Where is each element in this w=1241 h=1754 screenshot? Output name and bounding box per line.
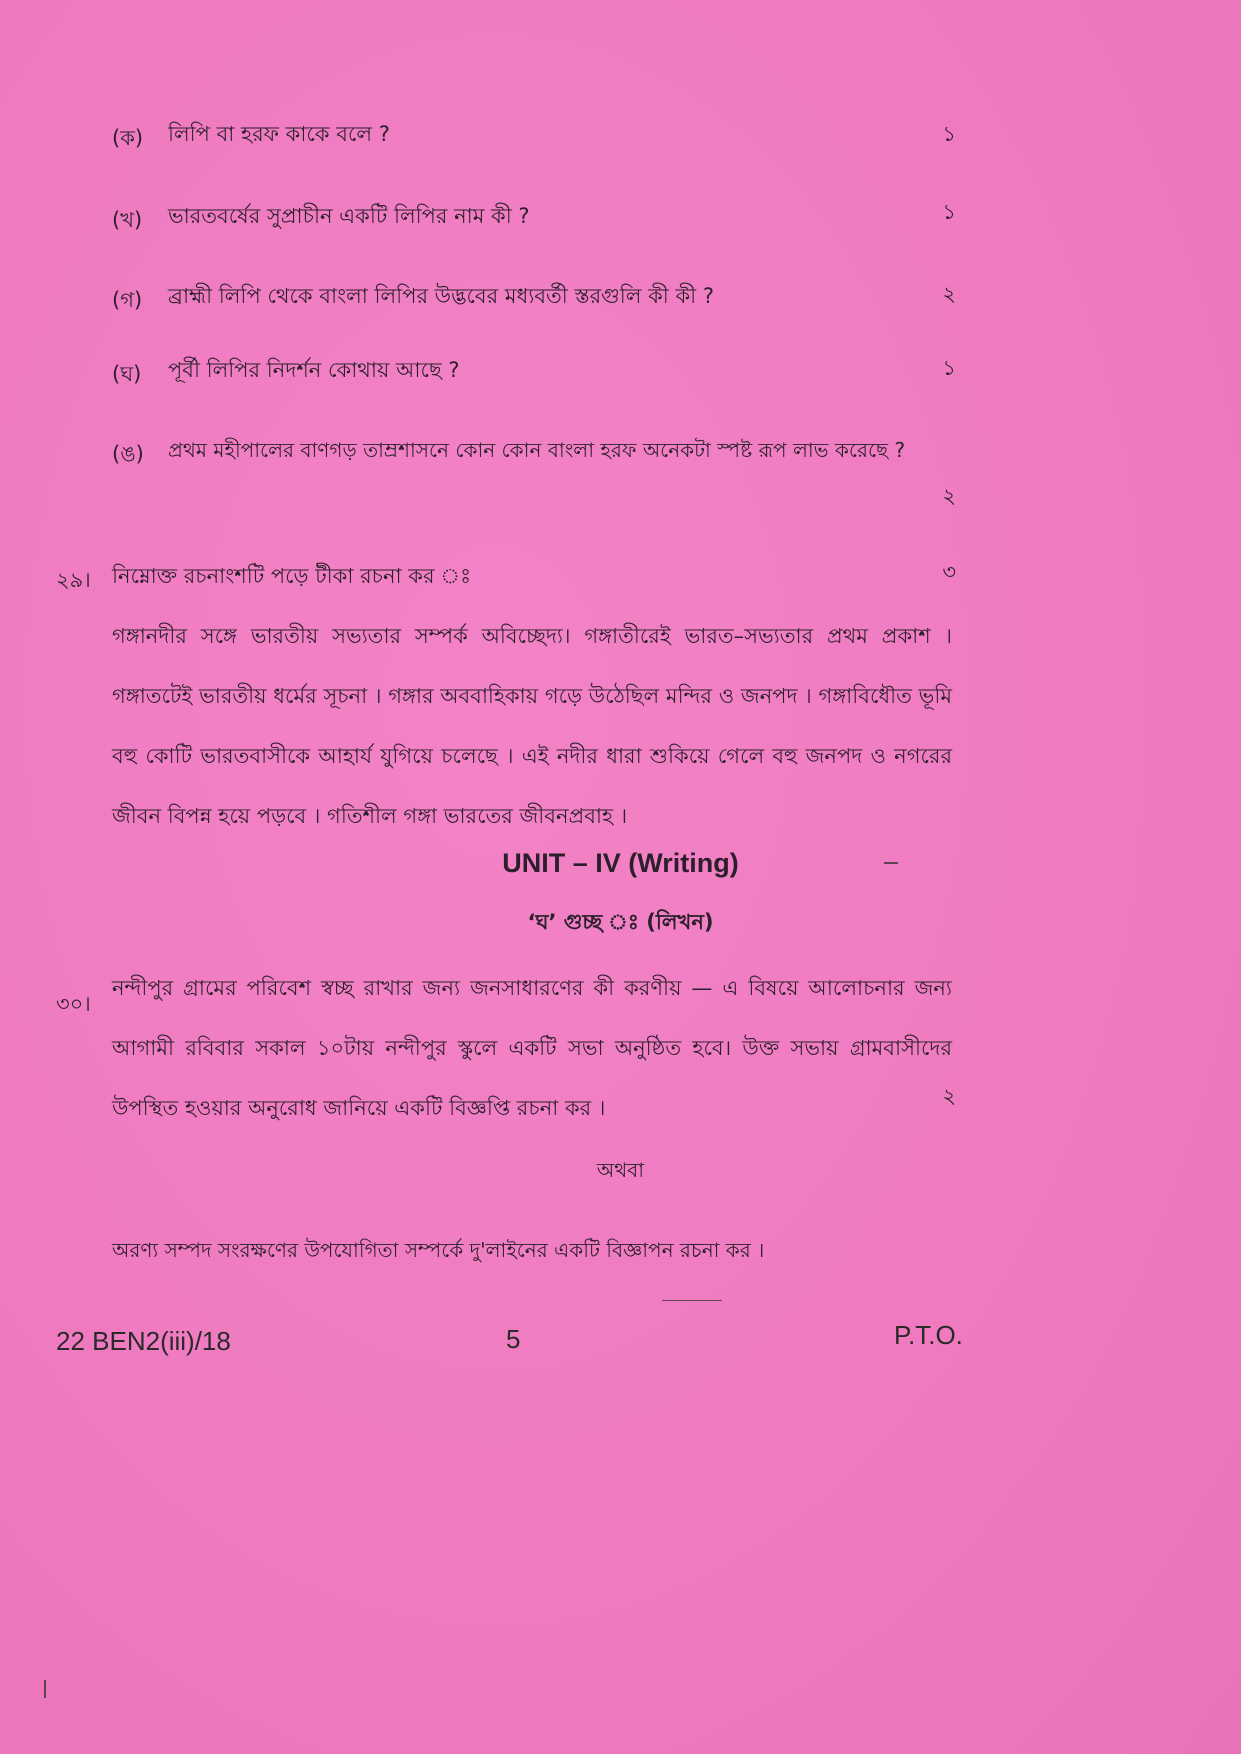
q29-marks: ৩	[942, 560, 956, 584]
q28b-marks: ১	[942, 200, 956, 224]
q28d-marks: ১	[942, 356, 956, 380]
q28b-text: ভারতবর্ষের সুপ্রাচীন একটি লিপির নাম কী ?	[168, 204, 530, 228]
q28a-label: (ক)	[112, 126, 144, 150]
q29-number: ২৯।	[56, 568, 91, 592]
please-turn-over: P.T.O.	[894, 1320, 963, 1350]
edge-mark	[44, 1680, 46, 1698]
unit-title: UNIT – IV (Writing)	[502, 848, 739, 878]
q28c-label: (গ)	[112, 288, 143, 312]
q28b-label: (খ)	[112, 208, 143, 232]
q28e-label: (ঙ)	[112, 442, 144, 466]
q28d-text: পূর্বী লিপির নিদর্শন কোথায় আছে ?	[168, 358, 460, 382]
stray-line	[662, 1300, 722, 1301]
page-number: 5	[506, 1324, 521, 1354]
q28c-marks: ২	[942, 282, 956, 306]
q29-passage: গঙ্গানদীর সঙ্গে ভারতীয় সভ্যতার সম্পর্ক অবিচ্ছেদ্য। গঙ্গাতীরেই ভারত–সভ্যতার প্রথম প্রকাশ । গঙ্গাতটেই ভারতীয় ধর্মের সূচনা । গঙ্গার অববাহিকায় গড়ে উঠেছিল মন্দির ও জনপদ । গঙ্গাবিধৌত ভূমি বহু কোটি ভারতবাসীকে আহার্য যুগিয়ে চলেছে । এই নদীর ধারা শুকিয়ে গেলে বহু জনপদ ও নগরের জীবন বিপন্ন হয়ে পড়বে । গতিশীল গঙ্গা ভারতের জীবনপ্রবাহ ।	[112, 624, 952, 828]
q29-prompt: নিম্নোক্ত রচনাংশটি পড়ে টীকা রচনা কর ঃ	[112, 564, 472, 588]
q28a-marks: ১	[942, 122, 956, 146]
q28d-label: (ঘ)	[112, 362, 142, 386]
q30-number: ৩০।	[56, 992, 91, 1016]
or-label: অথবা	[596, 1158, 645, 1182]
q30-text: নন্দীপুর গ্রামের পরিবেশ স্বচ্ছ রাখার জন্য জনসাধারণের কী করণীয় — এ বিষয়ে আলোচনার জন্য আগামী রবিবার সকাল ১০টায় নন্দীপুর স্কুলে একটি সভা অনুষ্ঠিত হবে। উক্ত সভায় গ্রামবাসীদের উপস্থিত হওয়ার অনুরোধ জানিয়ে একটি বিজ্ঞপ্তি রচনা কর ।	[112, 976, 952, 1120]
q28c-text: ব্রাহ্মী লিপি থেকে বাংলা লিপির উদ্ভবের মধ্যবর্তী স্তরগুলি কী কী ?	[168, 284, 714, 308]
unit-subtitle: ‘ঘ’ গুচ্ছ ঃ (লিখন)	[527, 910, 714, 934]
q28e-marks: ২	[942, 484, 956, 508]
q30-marks: ২	[942, 1084, 956, 1108]
q30-alt-text: অরণ্য সম্পদ সংরক্ষণের উপযোগিতা সম্পর্কে দু'লাইনের একটি বিজ্ঞাপন রচনা কর ।	[112, 1238, 765, 1262]
q28e-text: প্রথম মহীপালের বাণগড় তাম্রশাসনে কোন কোন বাংলা হরফ অনেকটা স্পষ্ট রূপ লাভ করেছে ?	[168, 438, 906, 462]
paper-code: 22 BEN2(iii)/18	[56, 1326, 231, 1356]
stray-mark	[884, 862, 898, 864]
q28a-text: লিপি বা হরফ কাকে বলে ?	[168, 122, 390, 146]
